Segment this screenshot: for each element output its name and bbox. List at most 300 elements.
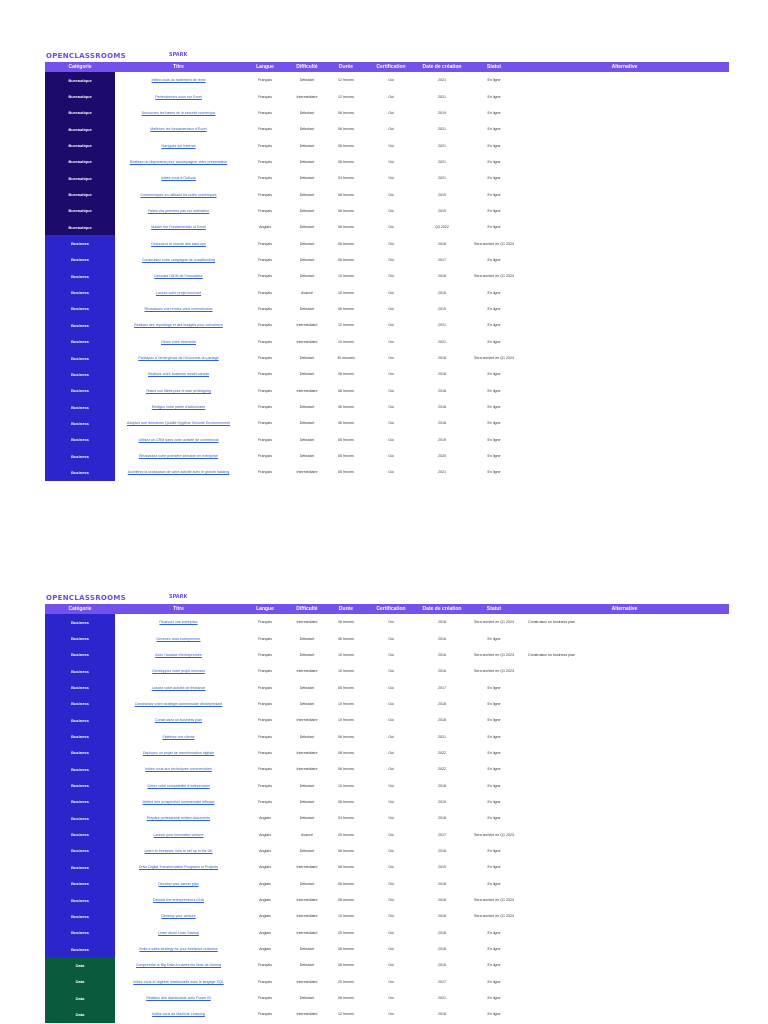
difficulty-cell: Débutant [299,257,315,262]
difficulty-cell: Intermédiaire [296,914,318,919]
creation-date-cell: 2016 [438,620,446,625]
duration-cell: 04 heures [338,816,354,821]
duration-cell: 08 heures [338,750,354,755]
category-cell: Bureautique [45,72,115,88]
creation-date-cell: 2019 [438,865,446,870]
difficulty-cell: Débutant [299,454,315,459]
creation-date-cell: 2019 [438,306,446,311]
language-cell: Français [258,323,272,328]
category-cell: Business [45,761,115,777]
certification-cell: Oui [388,290,394,295]
difficulty-cell: Débutant [299,208,315,213]
difficulty-cell: Débutant [299,110,315,115]
certification-cell: Oui [388,636,394,641]
language-cell: Français [258,652,272,657]
duration-cell: 08 heures [338,947,354,952]
title-link[interactable]: Testez vos idées pour le lean prototyping [145,388,212,393]
column-header: Titre [115,604,242,614]
certification-cell: Oui [388,94,394,99]
difficulty-cell: Intermédiaire [296,1012,318,1017]
alternative-cell [520,892,729,908]
title-link[interactable]: Découvrez le monde des start-ups [151,241,206,246]
status-cell: En ligne [487,225,501,230]
duration-cell: 06 heures [338,799,354,804]
category-cell: Bureautique [45,186,115,202]
table-row [45,843,729,859]
difficulty-cell: Débutant [299,685,315,690]
language-cell: Français [258,241,272,246]
creation-date-cell: 2022 [438,767,446,772]
duration-cell: 20 heures [338,930,354,935]
column-header: Catégorie [45,62,115,72]
status-cell: En ligne [487,257,501,262]
creation-date-cell: 2021 [438,996,446,1001]
category-cell: Data [45,974,115,990]
creation-date-cell: 2019 [438,192,446,197]
title-link[interactable]: Avoir l'audace d'entreprendre [155,652,202,657]
category-cell: Bureautique [45,121,115,137]
column-header: Certification [366,604,416,614]
table-row [45,1006,729,1022]
status-cell: En ligne [487,110,501,115]
language-cell: Français [258,669,272,674]
table-row [45,974,729,990]
title-link[interactable]: Perfectionnez-vous sur Excel [155,94,202,99]
category-cell: Business [45,876,115,892]
category-cell: Business [45,399,115,415]
alternative-cell [520,876,729,892]
status-cell: En ligne [487,388,501,393]
language-cell: Français [258,274,272,279]
difficulty-cell: Débutant [299,848,315,853]
column-header: Alternative [520,62,729,72]
status-cell: En ligne [487,192,501,197]
table-row [45,647,729,663]
language-cell: Français [258,421,272,426]
alternative-cell [520,712,729,728]
title-link[interactable]: Développez votre projet innovant [152,669,205,674]
duration-cell: 20 heures [338,832,354,837]
title-link[interactable]: Initiez-vous au Machine Learning [152,1012,205,1017]
column-header: Catégorie [45,604,115,614]
duration-cell: 20 heures [338,979,354,984]
title-link[interactable]: Initiez-vous aux techniques commerciales [145,767,212,772]
difficulty-cell: Intermédiaire [296,718,318,723]
certification-cell: Oui [388,963,394,968]
difficulty-cell: Intermédiaire [296,750,318,755]
difficulty-cell: Débutant [299,421,315,426]
creation-date-cell: 2016 [438,963,446,968]
creation-date-cell: 2018 [438,372,446,377]
difficulty-cell: Intermédiaire [296,898,318,903]
title-link[interactable]: Master the Fundamentals of Excel [151,225,206,230]
category-cell: Business [45,432,115,448]
language-cell: Français [258,437,272,442]
certification-cell: Oui [388,192,394,197]
creation-date-cell: 2021 [438,339,446,344]
duration-cell: 12 heures [338,94,354,99]
language-cell: Français [258,783,272,788]
category-cell: Business [45,843,115,859]
column-header: Titre [115,62,242,72]
title-link[interactable]: Réussissez vos rendez-vous commerciaux [144,306,213,311]
creation-date-cell: 2018 [438,816,446,821]
category-cell: Business [45,745,115,761]
difficulty-cell: Débutant [299,996,315,1001]
status-cell: Sera archivé en Q1 2023 [474,274,514,279]
certification-cell: Oui [388,652,394,657]
table-row [45,892,729,908]
duration-cell: 06 heures [338,620,354,625]
category-cell: Business [45,712,115,728]
category-cell: Business [45,663,115,679]
title-link[interactable]: Maîtrisez les fondamentaux d'Excel [150,127,207,132]
alternative-cell [520,843,729,859]
status-cell: En ligne [487,996,501,1001]
creation-date-cell: 2018 [438,947,446,952]
status-cell: En ligne [487,881,501,886]
duration-cell: 10 heures [338,339,354,344]
title-link[interactable]: Learn to freelance: how to set up in the UK [144,848,213,853]
difficulty-cell: Débutant [299,947,315,952]
alternative-cell [520,745,729,761]
status-cell: En ligne [487,636,501,641]
status-cell: En ligne [487,372,501,377]
duration-cell: 06 heures [338,454,354,459]
language-cell: Français [258,159,272,164]
column-header: Durée [326,62,366,72]
language-cell: Anglais [259,881,271,886]
status-cell: En ligne [487,421,501,426]
language-cell: Français [258,208,272,213]
duration-cell: 10 heures [338,701,354,706]
language-cell: Anglais [259,865,271,870]
category-cell: Business [45,415,115,431]
certification-cell: Oui [388,685,394,690]
duration-cell: 08 heures [338,996,354,1001]
category-cell: Business [45,317,115,333]
category-cell: Bureautique [45,203,115,219]
category-cell: Business [45,235,115,251]
category-cell: Business [45,810,115,826]
alternative-cell: Construisez un business plan [528,620,575,625]
category-cell: Business [45,334,115,350]
creation-date-cell: 2017 [438,257,446,262]
alternative-cell [520,826,729,842]
status-cell: En ligne [487,1012,501,1017]
status-cell: En ligne [487,208,501,213]
title-link[interactable]: Utilisez un CRM dans votre activité de commercial [138,437,219,442]
title-link[interactable]: Learn about Lean Startup [158,930,199,935]
difficulty-cell: Débutant [299,176,315,181]
table-row [45,630,729,646]
title-link[interactable]: Develop your career plan [158,881,199,886]
language-cell: Français [258,257,272,262]
category-cell: Business [45,464,115,480]
title-link[interactable]: Construisez votre stratégie commerciale d'indépendant [134,701,223,706]
alternative-cell [520,663,729,679]
title-link[interactable]: Naviguez sur Internet [161,143,196,148]
category-cell: Bureautique [45,88,115,104]
creation-date-cell: 2020 [438,454,446,459]
title-link[interactable]: Build a sales strategy for your freelance business [139,947,218,952]
table-row [45,614,729,630]
title-link[interactable]: Devenez auto-entrepreneur [156,636,201,641]
status-cell: En ligne [487,470,501,475]
duration-cell: 06 heures [338,734,354,739]
column-header: Date de création [416,604,468,614]
certification-cell: Oui [388,323,394,328]
difficulty-cell: Intermédiaire [296,767,318,772]
category-cell: Business [45,301,115,317]
difficulty-cell: Intermédiaire [296,979,318,984]
creation-date-cell: 2018 [438,718,446,723]
title-link[interactable]: Mettez une prospection commerciale efficace [142,799,215,804]
creation-date-cell: Q3 2022 [435,225,449,230]
alternative-cell [520,908,729,924]
duration-cell: 30 minutes [337,356,355,361]
duration-cell: 06 heures [338,159,354,164]
certification-cell: Oui [388,848,394,853]
status-cell: En ligne [487,290,501,295]
title-link[interactable]: Launch your innovative venture [153,832,204,837]
language-cell: Français [258,290,272,295]
difficulty-cell: Débutant [299,405,315,410]
duration-cell: 06 heures [338,306,354,311]
language-cell: Anglais [259,930,271,935]
language-cell: Français [258,718,272,723]
creation-date-cell: 2021 [438,734,446,739]
title-link[interactable]: Construisez un business plan [155,718,202,723]
table-row [45,957,729,973]
category-cell: Business [45,350,115,366]
title-link[interactable]: Faites vos premiers pas sur ordinateur [147,208,210,213]
title-link[interactable]: Initiez-vous à Outlook [161,176,196,181]
language-cell: Français [258,454,272,459]
duration-cell: 06 heures [338,685,354,690]
table-row [45,925,729,941]
title-link[interactable]: Drive Digital Transformation Programs or Projects [138,865,219,870]
title-link[interactable]: Participez à l'émergence de l'économie du partage [138,356,219,361]
title-link[interactable]: Decode the entrepreneur's DNA [152,898,205,903]
status-cell: En ligne [487,979,501,984]
creation-date-cell: 2021 [438,470,446,475]
title-link[interactable]: Fidélisez vos clients [162,734,195,739]
category-cell: Business [45,268,115,284]
creation-date-cell: 2016 [438,636,446,641]
title-link[interactable]: Réalisez un diaporama pour accompagner votre présentation [129,159,228,164]
certification-cell: Oui [388,816,394,821]
title-link[interactable]: Décodez l'ADN de l'innovateur [154,274,203,279]
category-cell: Business [45,696,115,712]
table-row [45,663,729,679]
column-header: Difficulté [288,604,326,614]
title-link[interactable]: Réalisez des dashboards avec Power BI [146,996,211,1001]
title-link[interactable]: Initiez-vous au traitement de texte [151,78,206,83]
difficulty-cell: Débutant [299,799,315,804]
language-cell: Français [258,963,272,968]
status-cell: Sera archivé en Q1 2023 [474,652,514,657]
creation-date-cell: 2018 [438,405,446,410]
creation-date-cell: 2018 [438,421,446,426]
creation-date-cell: 2021 [438,94,446,99]
table-row [45,728,729,744]
category-cell: Business [45,925,115,941]
language-cell: Français [258,767,272,772]
duration-cell: 06 heures [338,767,354,772]
duration-cell: 12 heures [338,1012,354,1017]
duration-cell: 06 heures [338,208,354,213]
creation-date-cell: 2016 [438,1012,446,1017]
status-cell: Sera archivé en Q1 2023 [474,356,514,361]
table-row [45,745,729,761]
certification-cell: Oui [388,437,394,442]
column-header: Certification [366,62,416,72]
title-link[interactable]: Gérez votre trésorerie [161,339,196,344]
creation-date-cell: 2021 [438,127,446,132]
alternative-cell [520,630,729,646]
status-cell: En ligne [487,930,501,935]
table-row [45,859,729,875]
certification-cell: Oui [388,750,394,755]
certification-cell: Oui [388,470,394,475]
creation-date-cell: 2018 [438,783,446,788]
certification-cell: Oui [388,734,394,739]
category-cell: Bureautique [45,170,115,186]
duration-cell: 06 heures [338,143,354,148]
table-row [45,826,729,842]
title-link[interactable]: Découvrez les bases de la sécurité numérique [141,110,216,115]
table-row [45,990,729,1006]
title-link[interactable]: Réalisez des reportings et des budgets pour convaincre [134,323,223,328]
title-link[interactable]: Communiquez en utilisant les outils numériques [140,192,217,197]
status-cell: En ligne [487,159,501,164]
category-cell: Business [45,892,115,908]
table-row [45,761,729,777]
language-cell: Anglais [259,898,271,903]
difficulty-cell: Débutant [299,356,315,361]
language-cell: Anglais [259,832,271,837]
title-link[interactable]: Prepare professional written documents [146,816,211,821]
title-link[interactable]: Gérez votre comptabilité d'indépendant [147,783,210,788]
certification-cell: Oui [388,306,394,311]
certification-cell: Oui [388,78,394,83]
status-cell: En ligne [487,306,501,311]
duration-cell: 10 heures [338,783,354,788]
status-cell: Sera archivé en Q1 2023 [474,832,514,837]
creation-date-cell: 2017 [438,832,446,837]
language-cell: Français [258,996,272,1001]
category-cell: Bureautique [45,154,115,170]
title-link[interactable]: Construisez votre campagne de crowdfunding [141,257,216,262]
title-link[interactable]: Lancez votre projet innovant [155,290,202,295]
language-cell: Français [258,405,272,410]
duration-cell: 06 heures [338,110,354,115]
duration-cell: 12 heures [338,323,354,328]
title-link[interactable]: Réussissez votre première semaine en entreprise [138,454,219,459]
language-cell: Français [258,192,272,197]
course-table [45,604,729,1023]
status-cell: En ligne [487,947,501,952]
status-cell: En ligne [487,405,501,410]
status-cell: En ligne [487,94,501,99]
language-cell: Français [258,620,272,625]
language-cell: Français [258,388,272,393]
creation-date-cell: 2018 [438,388,446,393]
status-cell: En ligne [487,718,501,723]
duration-cell: 08 heures [338,865,354,870]
difficulty-cell: Débutant [299,306,315,311]
status-cell: En ligne [487,734,501,739]
title-link[interactable]: Réalisez votre business model canvas [147,372,210,377]
difficulty-cell: Débutant [299,816,315,821]
title-link[interactable]: Adoptez une démarche Qualité Hygiène Sécurité Environnement [126,421,231,426]
duration-cell: 10 heures [338,652,354,657]
duration-cell: 08 heures [338,192,354,197]
table-header-row [45,604,729,614]
title-link[interactable]: Accélérez la croissance de votre activité avec le growth hacking [127,470,230,475]
difficulty-cell: Débutant [299,437,315,442]
certification-cell: Oui [388,799,394,804]
spark-label: SPARK [169,594,188,600]
title-link[interactable]: Financez vos entreprise [159,620,198,625]
certification-cell: Oui [388,208,394,213]
column-header: Langue [242,604,288,614]
column-header: Statut [468,62,520,72]
title-link[interactable]: Rédigez votre partie d'actionnaire [151,405,206,410]
language-cell: Français [258,372,272,377]
title-link[interactable]: Déployez un projet de transformation digitale [142,750,215,755]
category-cell: Business [45,777,115,793]
title-link[interactable]: Lancez votre activité de freelance [151,685,206,690]
duration-cell: 06 heures [338,372,354,377]
certification-cell: Oui [388,421,394,426]
alternative-cell [520,794,729,810]
title-link[interactable]: Initiez-vous à l'algèbre relationnelle avec le langage SQL [133,979,224,984]
alternative-cell [520,990,729,1006]
language-cell: Français [258,734,272,739]
certification-cell: Oui [388,127,394,132]
difficulty-cell: Intermédiaire [296,339,318,344]
alternative-cell [520,810,729,826]
alternative-cell [520,728,729,744]
language-cell: Français [258,127,272,132]
difficulty-cell: Avancé [301,290,313,295]
certification-cell: Oui [388,339,394,344]
difficulty-cell: Débutant [299,274,315,279]
alternative-cell [520,957,729,973]
certification-cell: Oui [388,356,394,361]
category-cell: Bureautique [45,105,115,121]
duration-cell: 06 heures [338,636,354,641]
duration-cell: 04 heures [338,176,354,181]
certification-cell: Oui [388,718,394,723]
creation-date-cell: 2021 [438,176,446,181]
category-cell: Data [45,1006,115,1022]
language-cell: Français [258,636,272,641]
difficulty-cell: Débutant [299,127,315,132]
difficulty-cell: Intermédiaire [296,94,318,99]
title-link[interactable]: Develop your venture [161,914,196,919]
difficulty-cell: Intermédiaire [296,388,318,393]
title-link[interactable]: Comprendre le Big Data à travers les films de cinéma [135,963,222,968]
creation-date-cell: 2018 [438,881,446,886]
duration-cell: 06 heures [338,241,354,246]
duration-cell: 08 heures [338,963,354,968]
certification-cell: Oui [388,143,394,148]
certification-cell: Oui [388,176,394,181]
certification-cell: Oui [388,1012,394,1017]
